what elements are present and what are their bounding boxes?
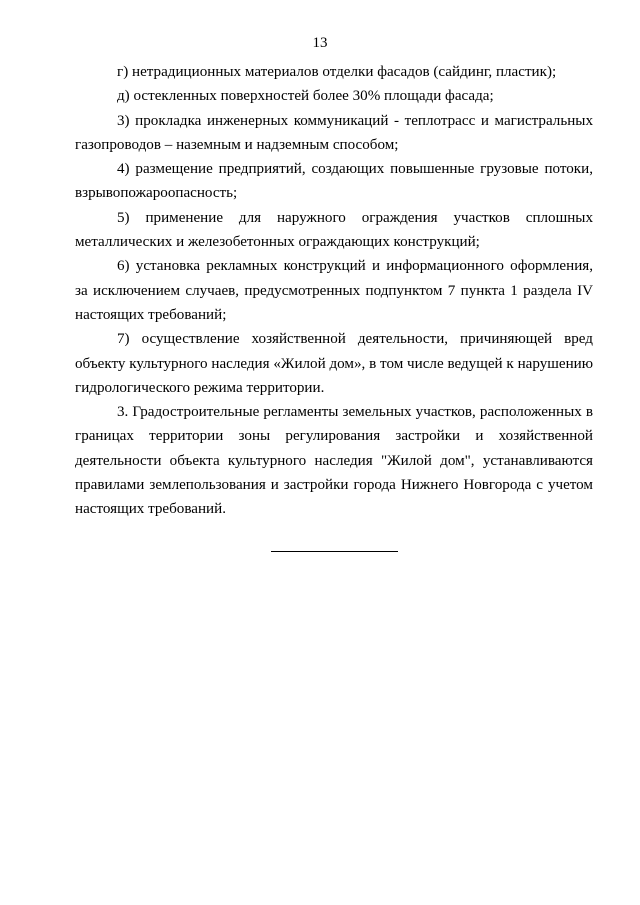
paragraph-item-g: г) нетрадиционных материалов отделки фасадов (сайдинг, пластик); xyxy=(117,64,557,80)
paragraph-item-d: д) остекленных поверхностей более 30% площади фасада; xyxy=(117,88,494,105)
end-divider-line xyxy=(271,551,398,552)
document-body xyxy=(75,60,593,522)
paragraph-item-5: 5) применение для наружного ограждения участков сплошных металлических и железобетонных ограждающих конструкций; xyxy=(75,209,593,251)
paragraph-item-3: 3) прокладка инженерных коммуникаций - теплотрасс и магистральных газопроводов – наземным и надземным способом; xyxy=(75,112,593,153)
page-number: 13 xyxy=(312,35,328,51)
paragraph-item-4: 4) размещение предприятий, создающих повышенные грузовые потоки, взрывопожароопасность; xyxy=(75,161,593,202)
paragraph-section-3: 3. Градостроительные регламенты земельных участков, расположенных в границах территории зоны регулирования застройки и хозяйственной деятельности объекта культурного наследия "Жилой дом", устанавливаются правилами землепользования и застройки города Нижнего Новгорода с учетом настоящих требований. xyxy=(75,404,593,518)
paragraph-item-6: 6) установка рекламных конструкций и информационного оформления, за исключением случаев, предусмотренных подпунктом 7 пункта 1 раздела IV настоящих требований; xyxy=(75,258,593,323)
paragraph-item-7: 7) осуществление хозяйственной деятельности, причиняющей вред объекту культурного наследия «Жилой дом», в том числе ведущей к нарушению гидрологического режима территории. xyxy=(75,331,593,396)
